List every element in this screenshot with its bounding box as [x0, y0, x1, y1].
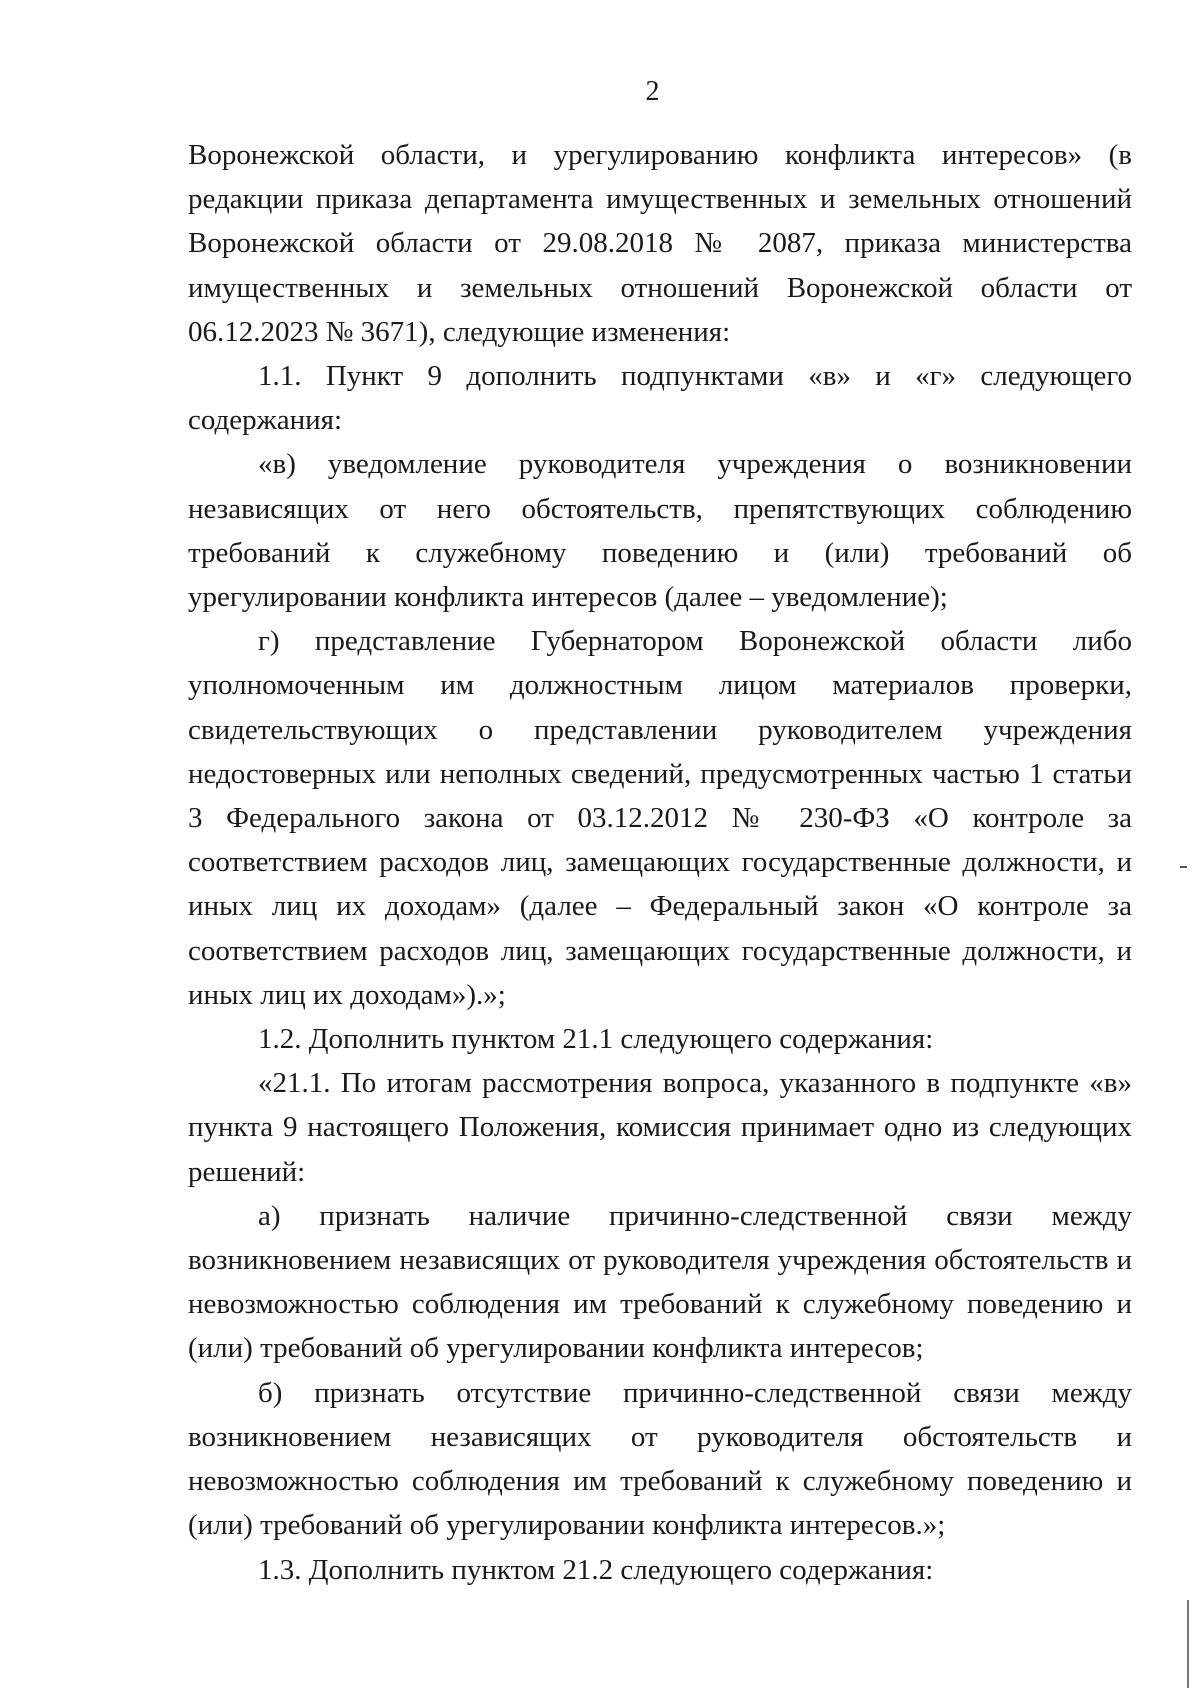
page-number: 2 [645, 76, 660, 107]
paragraph-item-1-1: 1.1. Пункт 9 дополнить подпунктами «в» и «г» следующего содержания: [188, 360, 1132, 437]
scan-mark-dash [1180, 866, 1187, 868]
paragraph-subitem-g: г) представление Губернатором Воронежской области либо уполномоченным им должностным лицом материалов проверки, свидетельствующих о представлении руководителем учреждения недостоверных или неполных сведений, предусмотренных частью 1 статьи 3 Федерального закона от 03.12.2012 № 230-ФЗ «О контроле за соответствием расходов лиц, замещающих государственные должности, и иных лиц их доходам» (далее – Федеральный закон «О контроле за соответствием расходов лиц, замещающих государственные должности, и иных лиц их доходам»).»; [188, 625, 1132, 1011]
paragraph-decision-a: а) признать наличие причинно-следственной связи между возникновением независящих от руководителя учреждения обстоятельств и невозможностью соблюдения им требований к служебному поведению и (или) требований об урегулировании конфликта интересов; [188, 1199, 1132, 1365]
paragraph-item-1-3: 1.3. Дополнить пунктом 21.2 следующего содержания: [258, 1553, 934, 1586]
scan-mark-bar [1187, 1600, 1189, 1688]
paragraph-subitem-v: «в) уведомление руководителя учреждения о возникновении независящих от него обстоятельств, препятствующих соблюдению требований к служебному поведению и (или) требований об урегулировании конфликта интересов (далее – уведомление); [188, 448, 1132, 614]
paragraph-continuation: Воронежской области, и урегулированию конфликта интересов» (в редакции приказа департамента имущественных и земельных отношений Воронежской области от 29.08.2018 № 2087, приказа министерства имущественных и земельных отношений Воронежской области от 06.12.2023 № 3671), следующие изменения: [188, 139, 1132, 348]
paragraph-item-1-2: 1.2. Дополнить пунктом 21.1 следующего содержания: [258, 1023, 934, 1056]
paragraph-item-21-1: «21.1. По итогам рассмотрения вопроса, указанного в подпункте «в» пункта 9 настоящего Положения, комиссия принимает одно из следующих решений: [188, 1067, 1132, 1188]
paragraph-decision-b: б) признать отсутствие причинно-следственной связи между возникновением независящих от руководителя обстоятельств и невозможностью соблюдения им требований к служебному поведению и (или) требований об урегулировании конфликта интересов.»; [188, 1376, 1132, 1542]
document-body [188, 133, 1132, 1592]
